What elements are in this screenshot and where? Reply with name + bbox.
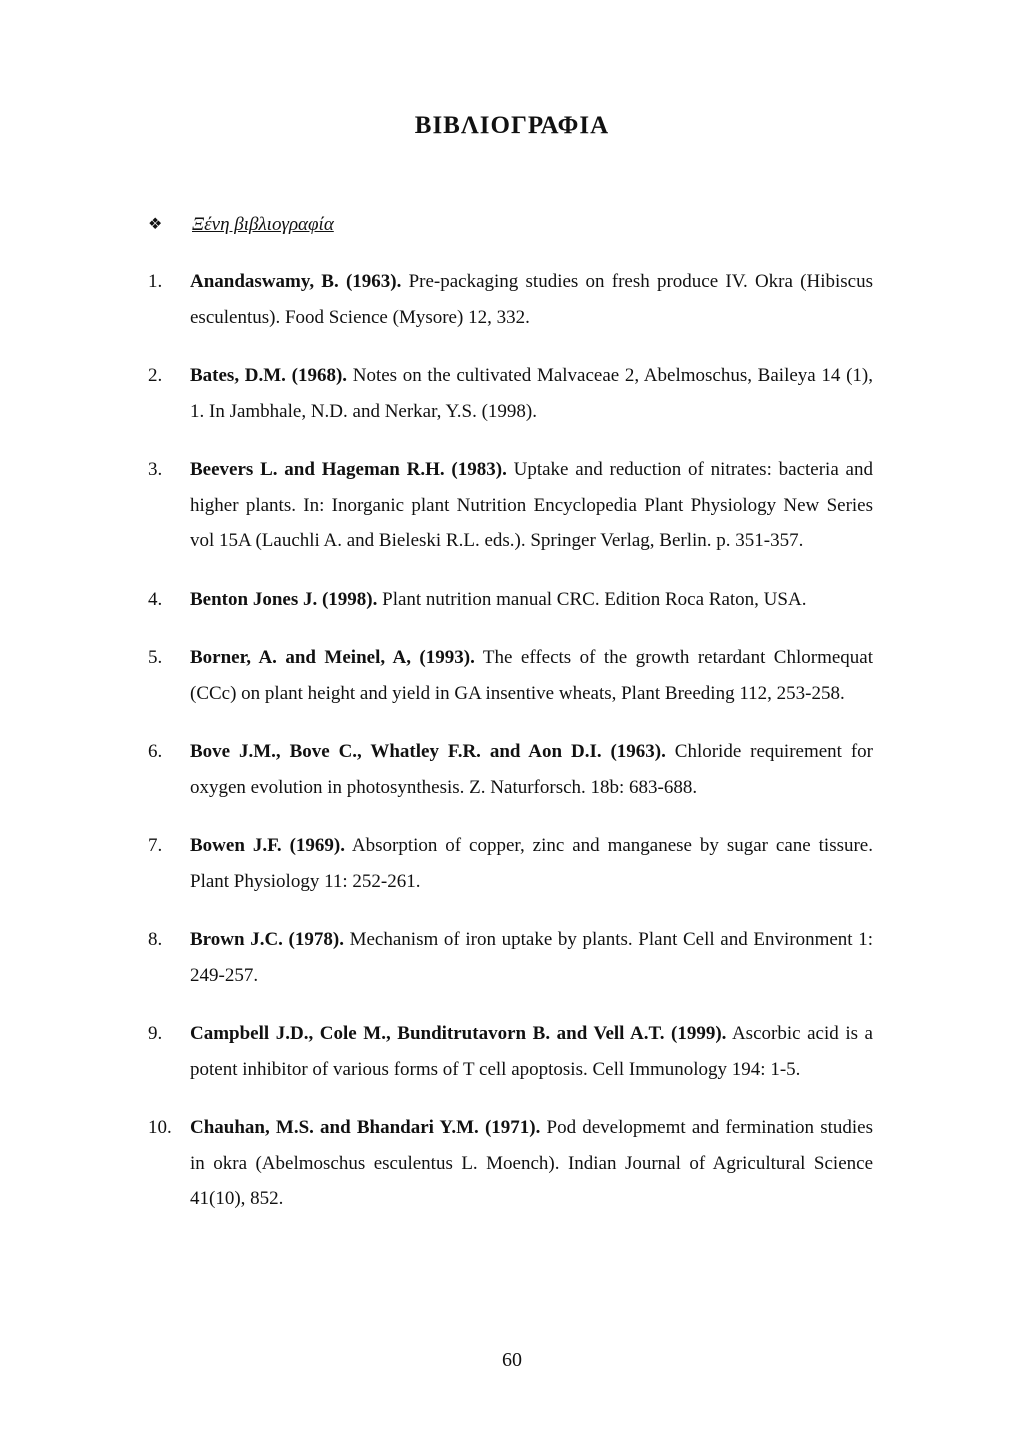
page-title: ΒΙΒΛΙΟΓΡΑΦΙΑ [414, 112, 610, 139]
reference-number: 3. [148, 459, 163, 480]
reference-item [148, 640, 873, 711]
reference-item [148, 358, 873, 429]
reference-number: 1. [148, 271, 163, 292]
reference-number: 4. [148, 588, 163, 610]
reference-text: Pre-packaging studies on fresh produce IV. Okra (Hibiscus esculentus). Food Science (Mysore) 12, 332. [190, 271, 873, 328]
reference-number: 10. [148, 1117, 172, 1138]
section-label: Ξένη βιβλιογραφία [192, 214, 334, 235]
reference-number: 9. [148, 1023, 163, 1044]
reference-authors: Bove J.M., Bove C., Whatley F.R. and Aon D.I. (1963). [190, 741, 666, 762]
reference-number: 5. [148, 647, 163, 668]
reference-text: Plant nutrition manual CRC. Edition Roca Raton, USA. [377, 588, 807, 610]
reference-list [148, 264, 873, 1240]
reference-authors: Beevers L. and Hageman R.H. (1983). [190, 459, 507, 480]
reference-number: 6. [148, 741, 163, 762]
reference-item [148, 828, 873, 899]
reference-text: Ascorbic acid is a potent inhibitor of various forms of T cell apoptosis. Cell Immunology 194: 1-5. [190, 1023, 873, 1080]
section-heading [148, 212, 334, 238]
reference-authors: Bates, D.M. (1968). [190, 365, 348, 386]
reference-authors: Chauhan, M.S. and Bhandari Y.M. (1971). [190, 1117, 541, 1138]
reference-text: Pod developmemt and fermination studies in okra (Abelmoschus esculentus L. Moench). Indian Journal of Agricultural Science 41(10), 852. [190, 1117, 873, 1209]
page-number: 60 [502, 1349, 522, 1371]
reference-text: Absorption of copper, zinc and manganese by sugar cane tissure. Plant Physiology 11: 252-261. [190, 835, 873, 892]
bullet-icon: ❖ [148, 216, 163, 233]
reference-text: Notes on the cultivated Malvaceae 2, Abelmoschus, Baileya 14 (1), 1. In Jambhale, N.D. and Nerkar, Y.S. (1998). [190, 365, 874, 422]
reference-number: 8. [148, 929, 163, 950]
reference-authors: Borner, A. and Meinel, A, (1993). [190, 647, 475, 668]
reference-text: Mechanism of iron uptake by plants. Plant Cell and Environment 1: 249-257. [190, 929, 873, 986]
reference-item [148, 1016, 873, 1087]
reference-item [148, 734, 873, 805]
reference-authors: Brown J.C. (1978). [190, 929, 344, 950]
reference-item [148, 582, 873, 618]
reference-text: Chloride requirement for oxygen evolution in photosynthesis. Z. Naturforsch. 18b: 683-688. [190, 741, 874, 798]
reference-number: 2. [148, 365, 163, 386]
reference-authors: Campbell J.D., Cole M., Bunditrutavorn B. and Vell A.T. (1999). [190, 1023, 727, 1044]
reference-item [148, 1110, 873, 1217]
reference-text: Uptake and reduction of nitrates: bacteria and higher plants. In: Inorganic plant Nutrition Encyclopedia Plant Physiology New Series vol 15A (Lauchli A. and Bieleski R.L. eds.). Springer Verlag, Berlin. p. 351-357. [190, 459, 873, 551]
reference-authors: Bowen J.F. (1969). [190, 835, 346, 856]
reference-number: 7. [148, 835, 163, 856]
reference-item [148, 264, 873, 335]
reference-item [148, 922, 873, 993]
reference-authors: Benton Jones J. (1998). [190, 588, 378, 610]
reference-authors: Anandaswamy, B. (1963). [190, 271, 402, 292]
reference-text: The effects of the growth retardant Chlormequat (CCc) on plant height and yield in GA insentive wheats, Plant Breeding 112, 253-258. [190, 647, 873, 704]
reference-item [148, 452, 873, 559]
